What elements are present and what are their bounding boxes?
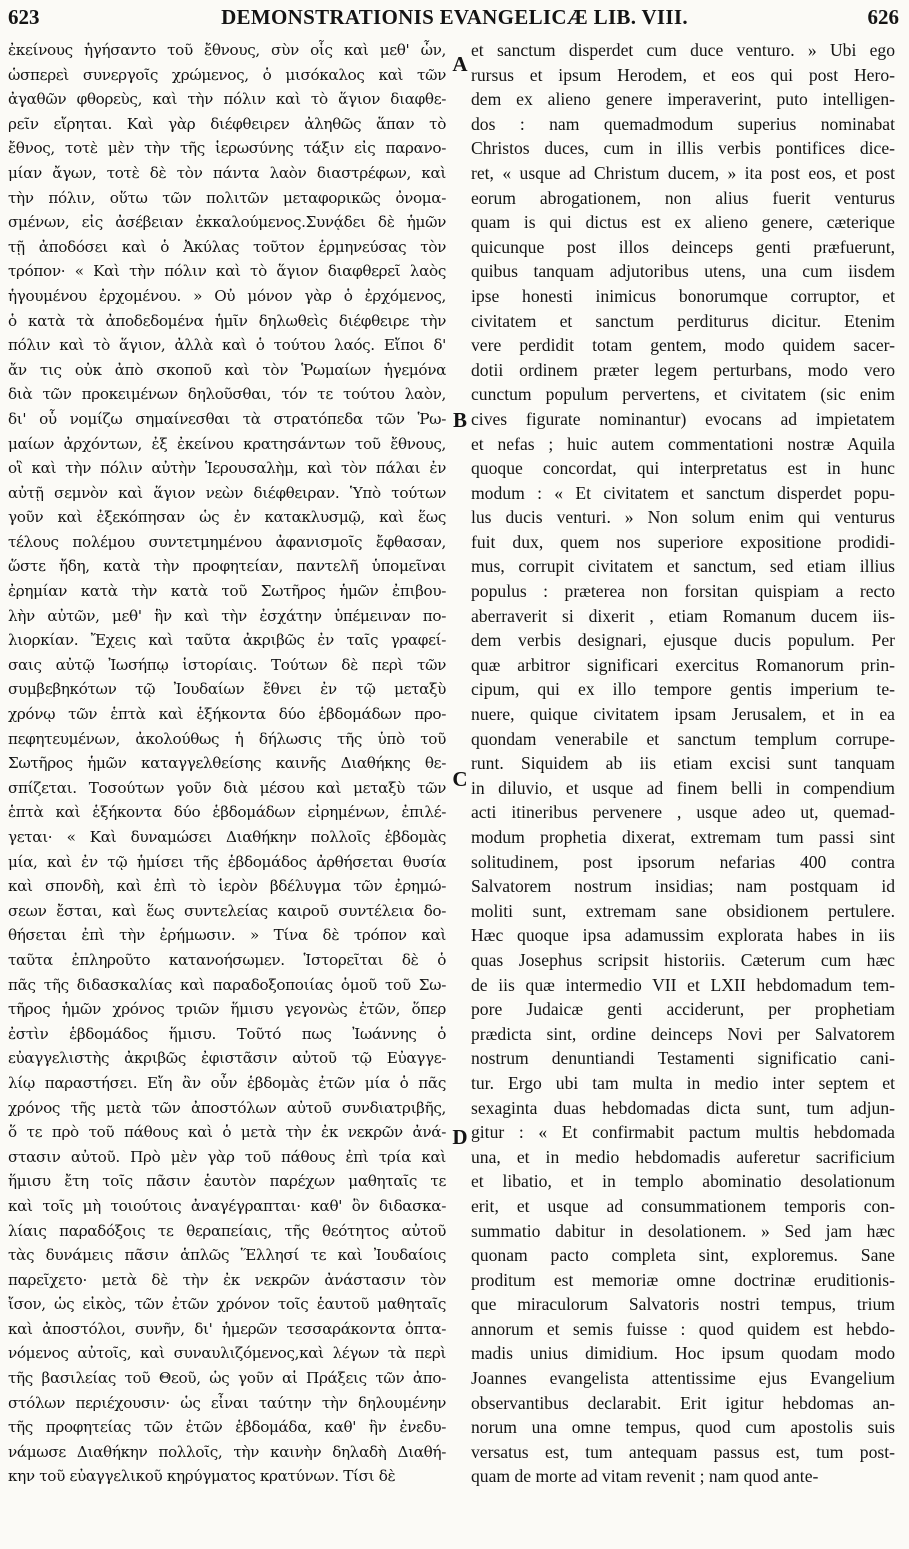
- greek-text-line: αὐτῇ σεμνὸν καὶ ἅγιον νεὼν διέφθειραν. Ὑπὸ τούτων: [8, 483, 446, 502]
- greek-text-line: ἑπτὰ καὶ ἑξήκοντα δύο ἑβδομάδων εἰρημένων, ἐπιλέ-: [8, 803, 446, 822]
- greek-text-line: πόλιν καὶ τὸ ἅγιον, ἀλλὰ καὶ ὁ τούτου λαός. Εἴποι δ': [8, 336, 446, 355]
- greek-text-line: γοῦν καὶ ἐξεκόπησαν ὡς ἐν κατακλυσμῷ, καὶ ἕως: [8, 508, 446, 527]
- latin-text-line: sexaginta duas hebdomadas dicta sunt, tum adjun-: [471, 1097, 895, 1118]
- latin-text-line: mus, corrupit civitatem et sanctum, sed etiam illius: [471, 556, 895, 577]
- greek-text-column: [8, 38, 446, 1489]
- greek-text-line: καὶ ἀποστόλοι, συνῆν, δι' ἡμερῶν τεσσαράκοντα ὀπτα-: [8, 1319, 446, 1338]
- latin-text-line: modum prophetia dixerat, extremam tum passi sint: [471, 827, 895, 847]
- latin-text-line: proditum est memoriæ omne doctrinæ eruditionis-: [471, 1269, 895, 1290]
- greek-text-line: ταῦτα ἐπληροῦτο κατανοήσωμεν. Ἱστορεῖται δὲ ὁ: [8, 950, 446, 969]
- latin-text-line: quam de morte ad vitam revenit ; nam quod ante-: [471, 1466, 819, 1487]
- latin-text-line: et nefas ; huic autem commentationi nostræ Aquila: [471, 433, 895, 454]
- greek-text-line: ἐκείνους ἡγήσαντο τοῦ ἔθνους, σὺν οἷς καὶ μεθ' ὧν,: [8, 41, 446, 59]
- latin-text-line: pore Judaicæ genti acciderunt, per prophetiam: [471, 999, 895, 1020]
- section-marker-c: C: [452, 767, 468, 791]
- latin-text-line: populus : præterea non forsitan quispiam a recto: [471, 581, 895, 602]
- running-header: [0, 3, 909, 33]
- latin-text-line: prædicta sint, ordine deinceps Novi per Salvatorem: [471, 1023, 895, 1044]
- latin-text-line: acti itineribus pervenere , usque adeo ut, quemad-: [471, 802, 895, 823]
- latin-text-line: madis unius dimidium. Hoc ipsum quodam modo: [471, 1343, 895, 1364]
- latin-text-line: rursus et ipsum Herodem, et eos qui post Hero-: [471, 64, 895, 85]
- latin-text-line: observantibus declarabit. Erit igitur hebdomas an-: [471, 1392, 895, 1413]
- greek-text-line: διὰ τῶν προκειμένων δηλοῦσθαι, τόν τε τούτου λαὸν,: [8, 385, 446, 404]
- latin-text-column: [471, 38, 895, 1489]
- greek-text-line: ἐρημίαν κατὰ τὴν κατὰ τοῦ Σωτῆρος ἡμῶν ἐπιβου-: [8, 582, 446, 601]
- greek-text-line: ἐστὶν ἑβδομάδος ἥμισυ. Τοῦτό πως Ἰωάννης ὁ: [8, 1024, 446, 1043]
- greek-text-line: σαις αὐτῷ Ἰωσήπῳ ἱστορίαις. Τούτων δὲ περὶ τῶν: [8, 655, 446, 674]
- latin-text-line: quonam pacto completa sint, exploremus. Sane: [471, 1245, 895, 1266]
- latin-text-line: fuit dux, quem nos superiore expositione prodidi-: [471, 531, 895, 552]
- page-number-left: 623: [8, 5, 40, 29]
- greek-text-line: τὴν πόλιν, οὕτω τῶν πολιτῶν μεταφορικῶς ὀνομα-: [8, 188, 446, 207]
- greek-text-line: κην τοῦ εὐαγγελικοῦ κηρύγματος κρατύνων. Τίσι δὲ: [8, 1467, 396, 1486]
- latin-text-line: ipse honesti inimicus bonorumque corruptor, et: [471, 285, 895, 306]
- latin-text-line: quibus tanquam adjutoribus utens, una cum iisdem: [471, 261, 895, 282]
- greek-text-line: ἄν τις οὐκ ἀπὸ σκοποῦ καὶ τὸν Ῥωμαίων ἡγεμόνα: [8, 360, 446, 379]
- latin-text-line: cipum, qui ex illo tempore gentis imperium te-: [471, 679, 895, 700]
- greek-text-line: σπίζεται. Τοσούτων γοῦν διὰ μέσου καὶ μεταξὺ τῶν: [8, 778, 446, 797]
- latin-text-line: modum : « Et civitatem et sanctum disperdet popu-: [471, 482, 895, 503]
- latin-text-line: dem verbis designari, ejusque ducis populum. Per: [471, 630, 895, 651]
- greek-text-line: πεφητευμένων, ἀκολούθως ἡ δήλωσις τῆς ὑπὸ τοῦ: [8, 729, 446, 748]
- latin-text-line: Christos duces, cum in illis verbis pontifices dice-: [471, 138, 895, 159]
- greek-text-line: ρεῖν εἴρηται. Καὶ γὰρ διέφθειρεν ἀληθῶς ἅπαν τὸ: [8, 114, 446, 133]
- greek-text-line: εὐαγγελιστὴς ἀκριβῶς ἐφιστᾶσιν αὐτοῦ τῷ Εὐαγγε-: [8, 1049, 446, 1068]
- greek-text-line: οἳ καὶ τὴν πόλιν αὐτὴν Ἱερουσαλὴμ, καὶ τὸν πάλαι ἐν: [8, 459, 446, 478]
- greek-text-line: στασιν αὐτοῦ. Πρὸ μὲν γὰρ τοῦ πάθους ἐπὶ τρία καὶ: [8, 1147, 446, 1166]
- greek-text-line: ὅ τε πρὸ τοῦ πάθους καὶ ὁ μετὰ τὴν ἐκ νεκρῶν ἀνά-: [8, 1123, 446, 1142]
- greek-text-line: λιορκίαν. Ἔχεις καὶ ταῦτα ἀκριβῶς ἐν ταῖς γραφεί-: [8, 631, 446, 650]
- greek-text-line: δι' οὗ νομίζω σημαίνεσθαι τὰ στρατόπεδα τῶν Ῥω-: [8, 409, 446, 428]
- latin-text-line: et libatio, et in templo abominatio desolationum: [471, 1171, 895, 1192]
- latin-text-line: quondam venerabile et sanctum templum corrupe-: [471, 728, 895, 749]
- latin-text-line: quicunque post illos deinceps genti præfuerunt,: [471, 236, 895, 257]
- greek-text-line: νόμενος αὐτοῖς, καὶ συναυλιζόμενος,καὶ λέγων τὰ περὶ: [8, 1344, 446, 1363]
- greek-text-line: ἥμισυ ἔτη τοῖς πᾶσιν ἑαυτὸν παρέχων μαθηταῖς τε: [8, 1172, 446, 1191]
- greek-text-line: ὁ κατὰ τὰ ἀποδεδομένα ἡμῖν δηλωθεὶς διέφθειρε τὴν: [8, 311, 446, 330]
- latin-text-line: solitudinem, post ipsorum nefarias 400 contra: [471, 851, 895, 872]
- greek-text-line: ὥστε ἤδη, κατὰ τὴν προφητείαν, παντελῆ ὑπομεῖναι: [8, 557, 446, 576]
- greek-text-line: τῇ ἀποδόσει καὶ ὁ Ἀκύλας τοῦτον ἑρμηνεύσας τὸν: [8, 237, 446, 256]
- greek-text-line: ἡγουμένου ἐρχομένου. » Οὐ μόνον γὰρ ὁ ἐρχόμενος,: [8, 286, 446, 305]
- greek-text-line: τῆς προφητείας τῶν ἐτῶν ἑβδομάδα, καθ' ἣν ἐνεδυ-: [8, 1418, 446, 1437]
- latin-text-line: quas Josephus scripsit historiis. Cæterum cum hæc: [471, 949, 895, 970]
- latin-text-line: quæ arbitror significari exercitus Romanorum prin-: [471, 654, 895, 675]
- latin-text-line: lus ducis venturi. » Non solum enim qui venturus: [471, 507, 895, 528]
- greek-text-line: ἴσον, ὡς εἰκὸς, τῶν ἐτῶν χρόνον τοῖς ἑαυτοῦ μαθηταῖς: [8, 1295, 446, 1314]
- greek-text-line: θήσεται ἐπὶ τὴν ἐρήμωσιν. » Τίνα δὲ τρόπον καὶ: [8, 926, 446, 945]
- greek-text-line: στόλων περιέχουσιν· ὡς εἶναι ταύτην τὴν δηλουμένην: [8, 1393, 446, 1412]
- greek-text-line: συμβεβηκότων τῷ Ἰουδαίων ἔθνει ἐν τῷ μεταξὺ: [8, 680, 446, 699]
- greek-text-line: καὶ τοῖς μὴ τοιούτοις ἀναγέγραπται· καθ' ὃν διδασκα-: [8, 1196, 446, 1215]
- greek-text-line: τῆρος ἡμῶν χρόνος τριῶν ἥμισυ γεγονὼς ἐτῶν, ὅπερ: [8, 1000, 446, 1019]
- latin-text-line: nostrum denuntiandi Testamenti significatio cani-: [471, 1048, 895, 1069]
- latin-text-line: nuere, quique civitatem ipsam Jerusalem, et in ea: [471, 704, 895, 725]
- greek-text-line: λὴν αὐτῶν, μεθ' ἣν καὶ τὴν ἐσχάτην ὑπέμειναν πο-: [8, 606, 446, 625]
- greek-text-line: μίαν ἄγων, τοτὲ δὲ τὸν πάντα λαὸν διαστρέφων, καὶ: [8, 163, 446, 182]
- latin-text-line: aberraverit si dixerit , etiam Romanum ducem iis-: [471, 605, 895, 626]
- latin-text-line: quoque concordat, qui interpretatus est in hunc: [471, 458, 895, 479]
- latin-text-line: et sanctum disperdet cum duce venturo. » Ubi ego: [471, 40, 895, 60]
- section-marker-a: A: [452, 52, 468, 76]
- greek-text-line: μαίων ἀρχόντων, ἐξ ἐκείνου κρατησάντων τοῦ ἔθνους,: [8, 434, 446, 453]
- greek-text-line: νάμωσε Διαθήκην πολλοῖς, τὴν καινὴν δηλαδὴ Διαθή-: [8, 1442, 446, 1461]
- greek-text-line: Σωτῆρος ἡμῶν καταγγελθείσης καινῆς Διαθήκης θε-: [8, 754, 446, 773]
- running-title: DEMONSTRATIONIS EVANGELICÆ LIB. VIII.: [221, 5, 688, 29]
- greek-text-line: μία, καὶ ἐν τῷ ἡμίσει τῆς ἑβδομάδος ἀρθήσεται θυσία: [8, 852, 446, 871]
- latin-text-line: dem ex alieno genere imperaverint, puto intelligen-: [471, 89, 895, 110]
- latin-text-line: versatus est, tum antequam passus est, tum post-: [471, 1441, 895, 1462]
- latin-text-line: runt. Siquidem ab iis etiam excisi sunt tanquam: [471, 753, 895, 774]
- latin-text-line: cives figurate nominantur) evocans ad impietatem: [471, 408, 895, 429]
- latin-text-line: gitur : « Et confirmabit pactum multis hebdomada: [471, 1122, 895, 1143]
- greek-text-line: σεων ἔσται, καὶ ἕως συντελείας καιροῦ συντέλεια δο-: [8, 901, 446, 920]
- greek-text-line: γεται· « Καὶ δυναμώσει Διαθήκην πολλοῖς ἑβδομὰς: [8, 828, 446, 846]
- latin-text-line: una, et in medio hebdomadis auferetur sacrificium: [471, 1146, 895, 1167]
- latin-text-line: quam is qui dictus est ex alieno genere, cæterique: [471, 212, 895, 233]
- latin-text-line: erit, et usque ad consummationem temporis con-: [471, 1195, 895, 1216]
- greek-text-line: σμένων, εἰς ἀσέβειαν ἐκκαλούμενος.Συνᾴδει δὲ ἡμῶν: [8, 213, 446, 232]
- greek-text-line: χρόνῳ τῶν ἑπτὰ καὶ ἑξήκοντα δύο ἑβδομάδων προ-: [8, 705, 446, 724]
- section-marker-b: B: [452, 408, 467, 432]
- latin-text-line: Joannes evangelista attentissime ejus Evangelium: [471, 1368, 895, 1389]
- latin-text-line: eorum abrogationem, non alius fuerit venturus: [471, 187, 895, 208]
- latin-text-line: Salvatorem nostrum insidias; nam postquam id: [471, 876, 895, 897]
- latin-text-line: civitatem et sanctum perditurus dicitur. Etenim: [471, 310, 895, 331]
- greek-text-line: τῆς βασιλείας τοῦ Θεοῦ, ὡς γοῦν αἱ Πράξεις τῶν ἀπο-: [8, 1369, 446, 1388]
- greek-text-line: τέλους πολέμου συντετμημένου ἀφανισμοῖς ἔφθασαν,: [8, 532, 446, 551]
- latin-text-line: in diluvio, et usque ad finem belli in compendium: [471, 777, 895, 798]
- latin-text-line: norum una omne tempus, quod cum apostolis suis: [471, 1417, 895, 1438]
- latin-text-line: que miraculorum Salvatoris nostri tempus, trium: [471, 1294, 895, 1315]
- page-number-right: 626: [867, 5, 899, 29]
- greek-text-line: λίῳ παραστήσει. Εἴη ἂν οὖν ἑβδομὰς ἐτῶν μία ὁ πᾶς: [8, 1073, 446, 1092]
- latin-text-line: dos : nam quemadmodum superius nominabat: [471, 113, 895, 134]
- greek-text-line: παρεῖχετο· μετὰ δὲ τὴν ἐκ νεκρῶν ἀνάστασιν τὸν: [8, 1270, 446, 1289]
- latin-text-line: vere perdidit totam gentem, modo quidem sacer-: [471, 335, 895, 356]
- greek-text-line: τρόπον· « Καὶ τὴν πόλιν καὶ τὸ ἅγιον διαφθερεῖ λαὸς: [8, 262, 446, 281]
- greek-text-line: πᾶς τῆς διδασκαλίας καὶ παραδοξοποιίας ὁμοῦ τοῦ Σω-: [8, 975, 446, 994]
- latin-text-line: annorum et semis fuisse : quod quidem est hebdo-: [471, 1318, 895, 1339]
- greek-text-line: χρόνος τῆς μετὰ τῶν ἀποστόλων αὐτοῦ συνδιατριβῆς,: [8, 1098, 446, 1117]
- latin-text-line: moliti sunt, extremam sane obsidionem pertulere.: [471, 900, 895, 921]
- latin-text-line: summatio dabitur in desolationem. » Sed jam hæc: [471, 1220, 895, 1241]
- greek-text-line: καὶ σπονδὴ, καὶ ἐπὶ τὸ ἱερὸν βδέλυγμα τῶν ἐρημώ-: [8, 877, 446, 896]
- latin-text-line: de iis quæ intermedio VII et LXII hebdomadum tem-: [471, 974, 895, 995]
- greek-text-line: ἔθνος, τοτὲ μὲν τὴν τῆς ἱερωσύνης τάξιν εἰς παρανο-: [8, 139, 446, 158]
- latin-text-line: ret, « usque ad Christum ducem, » ita post eos, et post: [471, 162, 895, 183]
- latin-text-line: Hæc quoque ipsa adamussim explorata habes in iis: [471, 925, 895, 946]
- greek-text-line: λίαις παραδόξοις τε θεραπείαις, τῆς θεότητος αὐτοῦ: [8, 1221, 446, 1240]
- greek-text-line: ὡσπερεὶ συνεργοῖς χρώμενος, ὁ μισόκαλος καὶ τῶν: [8, 65, 446, 84]
- latin-text-line: tur. Ergo ubi tam multa in medio inter septem et: [471, 1072, 895, 1093]
- latin-text-line: cunctum populum pervertens, et civitatem (sic enim: [471, 384, 895, 405]
- greek-text-line: τὰς δυνάμεις πᾶσιν ἁπλῶς Ἕλλησί τε καὶ Ἰουδαίοις: [8, 1246, 446, 1265]
- greek-text-line: ἀγαθῶν φθορεὺς, καὶ τὴν πόλιν καὶ τὸ ἅγιον διαφθε-: [8, 90, 446, 109]
- section-marker-d: D: [452, 1125, 468, 1149]
- latin-text-line: dotii ordinem præter legem perturbans, modo vero: [471, 359, 895, 380]
